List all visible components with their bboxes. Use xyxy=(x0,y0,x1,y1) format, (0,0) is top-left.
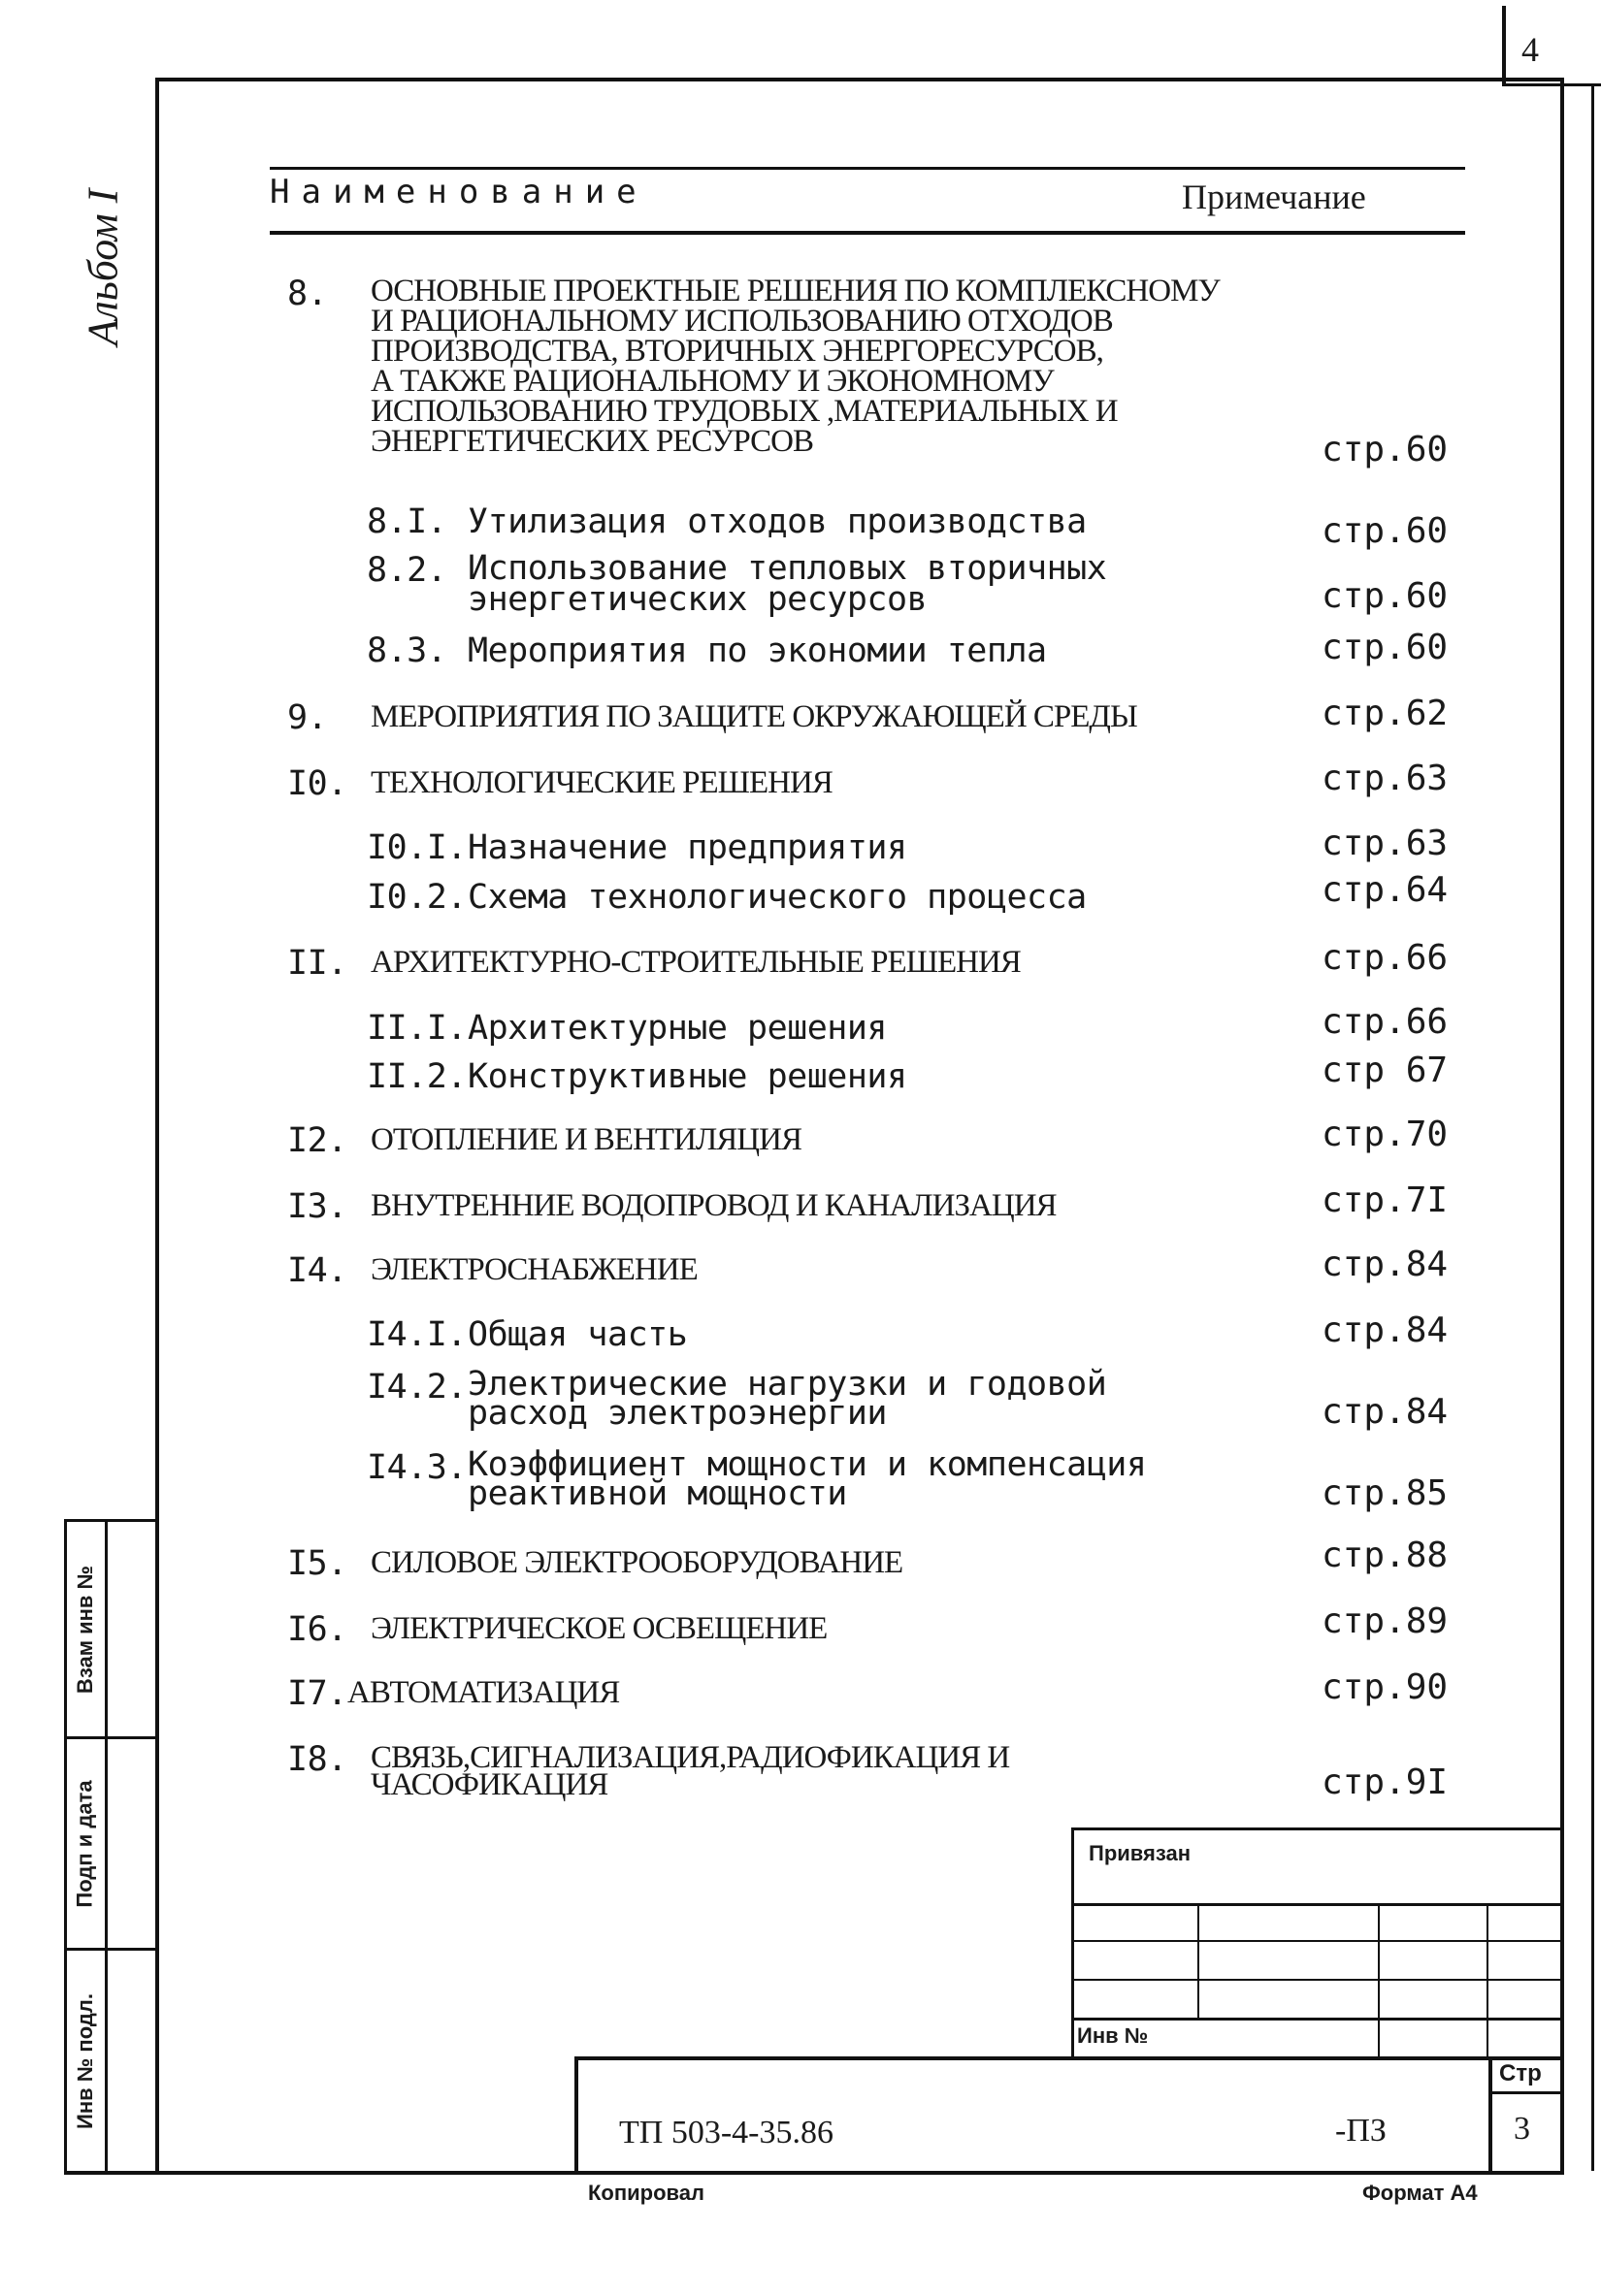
copied-by-label: Копировал xyxy=(588,2181,705,2205)
album-label: Альбом I xyxy=(79,188,127,346)
toc-num: 9. xyxy=(287,698,328,737)
toc-title: Электрические нагрузки и годовой расход электроэнергии xyxy=(468,1365,1107,1433)
toc-title: АВТОМАТИЗАЦИЯ xyxy=(347,1675,620,1710)
tb-left xyxy=(1071,1827,1074,2058)
toc-page: стр.70 xyxy=(1322,1115,1449,1154)
toc-num: I4.3. xyxy=(367,1448,467,1487)
toc-page: стр.85 xyxy=(1322,1473,1449,1513)
toc-title: СВЯЗЬ,СИГНАЛИЗАЦИЯ,РАДИОФИКАЦИЯ И ЧАСОФИКАЦИЯ xyxy=(371,1740,1010,1802)
sheet-number: 3 xyxy=(1514,2111,1530,2147)
tb-code-top xyxy=(574,2056,1562,2060)
toc-page: стр.60 xyxy=(1322,628,1449,667)
toc-num: I0.I. xyxy=(367,828,467,867)
toc-num: 8.3. xyxy=(367,631,447,670)
toc-title: СИЛОВОЕ ЭЛЕКТРООБОРУДОВАНИЕ xyxy=(371,1545,903,1580)
toc-num: I5. xyxy=(287,1544,347,1583)
tb-col-2 xyxy=(1378,1903,1380,2058)
toc-num: I4. xyxy=(287,1251,347,1290)
doc-suffix: -ПЗ xyxy=(1335,2113,1387,2149)
toc-page: стр.84 xyxy=(1322,1392,1449,1432)
toc-title: Коэффициент мощности и компенсация реактивной мощности xyxy=(468,1445,1147,1513)
side-stamp-divider xyxy=(105,1519,108,2175)
toc-num: I4.2. xyxy=(367,1368,467,1407)
toc-page: стр.88 xyxy=(1322,1536,1449,1575)
frame-top xyxy=(155,78,1562,81)
tb-row-4 xyxy=(1071,2018,1562,2021)
toc-page: стр.60 xyxy=(1322,430,1449,469)
frame-right xyxy=(1560,78,1564,2173)
toc-page: стр.89 xyxy=(1322,1601,1449,1641)
page-number-box-bottom xyxy=(1502,83,1601,86)
format-label: Формат А4 xyxy=(1362,2181,1478,2205)
tb-row-3 xyxy=(1071,1979,1562,1981)
side-cell-inv-orig: Инв № подл. xyxy=(73,1992,97,2129)
side-cell-replace-inv: Взам инв № xyxy=(73,1565,98,1694)
toc-num: II. xyxy=(287,944,347,983)
tb-top xyxy=(1071,1827,1562,1830)
toc-title: Мероприятия по экономии тепла xyxy=(468,631,1047,670)
toc-num: 8. xyxy=(287,275,328,313)
toc-title: Общая часть xyxy=(468,1315,688,1354)
tb-row-2 xyxy=(1071,1940,1562,1942)
tb-code-left xyxy=(574,2056,578,2173)
toc-page: стр.84 xyxy=(1322,1245,1449,1284)
toc-title: Конструктивные решения xyxy=(468,1057,907,1096)
toc-title: ВНУТРЕННИЕ ВОДОПРОВОД И КАНАЛИЗАЦИЯ xyxy=(371,1188,1057,1223)
frame-right-outer xyxy=(1591,85,1594,2171)
toc-page: стр.66 xyxy=(1322,938,1449,978)
tb-col-3 xyxy=(1487,1903,1488,2058)
toc-num: I4.I. xyxy=(367,1315,467,1354)
toc-num: II.I. xyxy=(367,1009,467,1048)
tb-row-1 xyxy=(1071,1903,1562,1906)
toc-title: ОСНОВНЫЕ ПРОЕКТНЫЕ РЕШЕНИЯ ПО КОМПЛЕКСНОМУ И РАЦИОНАЛЬНОМУ ИСПОЛЬЗОВАНИЮ ОТХОДОВ ПРОИЗВОДСТВА, ВТОРИЧНЫХ ЭНЕРГОРЕСУРСОВ, А ТАКЖЕ РАЦИОНАЛЬНОМУ И ЭКОНОМНОМУ ИСПОЛЬЗОВАНИЮ ТРУДОВЫХ ,МАТЕРИАЛЬНЫХ И ЭНЕРГЕТИЧЕСКИХ РЕСУРСОВ xyxy=(371,274,1220,459)
toc-num: 8.2. xyxy=(367,551,447,590)
tb-sheet-left xyxy=(1488,2056,1492,2173)
tb-col-1 xyxy=(1197,1903,1199,2018)
frame-left xyxy=(155,78,159,2173)
toc-page: стр.60 xyxy=(1322,511,1449,551)
page-number: 4 xyxy=(1521,30,1539,69)
toc-page: стр.63 xyxy=(1322,759,1449,798)
toc-title: ОТОПЛЕНИЕ И ВЕНТИЛЯЦИЯ xyxy=(371,1122,801,1157)
toc-num: I6. xyxy=(287,1610,347,1649)
toc-num: I0. xyxy=(287,764,347,803)
toc-page: стр.7I xyxy=(1322,1180,1449,1220)
toc-num: I0.2. xyxy=(367,878,467,917)
toc-page: стр.63 xyxy=(1322,824,1449,863)
toc-num: I2. xyxy=(287,1121,347,1160)
toc-num: II.2. xyxy=(367,1057,467,1096)
toc-title: Архитектурные решения xyxy=(468,1009,888,1048)
toc-title: АРХИТЕКТУРНО-СТРОИТЕЛЬНЫЕ РЕШЕНИЯ xyxy=(371,945,1021,980)
toc-title: МЕРОПРИЯТИЯ ПО ЗАЩИТЕ ОКРУЖАЮЩЕЙ СРЕДЫ xyxy=(371,699,1137,734)
column-header-name: Наименование xyxy=(270,173,648,211)
toc-num: I3. xyxy=(287,1187,347,1226)
toc-title: ТЕХНОЛОГИЧЕСКИЕ РЕШЕНИЯ xyxy=(371,765,833,800)
sheet-label: Стр xyxy=(1499,2060,1542,2086)
toc-page: стр.64 xyxy=(1322,870,1449,910)
toc-page: стр.84 xyxy=(1322,1310,1449,1350)
toc-title: Утилизация отходов производства xyxy=(468,502,1087,541)
toc-page: стр.62 xyxy=(1322,694,1449,733)
toc-num: I8. xyxy=(287,1740,347,1779)
header-rule-bottom xyxy=(270,231,1465,235)
toc-page: стр 67 xyxy=(1322,1051,1449,1090)
toc-title: Схема технологического процесса xyxy=(468,878,1087,917)
side-cell-sign-date: Подп и дата xyxy=(73,1779,97,1908)
toc-num: 8.I. xyxy=(367,502,447,541)
toc-title: ЭЛЕКТРИЧЕСКОЕ ОСВЕЩЕНИЕ xyxy=(371,1611,828,1646)
doc-code: ТП 503-4-35.86 xyxy=(619,2115,833,2150)
bound-label: Привязан xyxy=(1089,1841,1192,1865)
toc-title: ЭЛЕКТРОСНАБЖЕНИЕ xyxy=(371,1252,698,1287)
tb-sheet-divider xyxy=(1488,2091,1562,2094)
header-rule-top xyxy=(270,167,1465,170)
toc-num: I7. xyxy=(287,1674,347,1713)
frame-bottom xyxy=(64,2171,1564,2175)
toc-title: Назначение предприятия xyxy=(468,828,907,867)
page-number-box-left xyxy=(1502,6,1506,85)
toc-page: стр.90 xyxy=(1322,1667,1449,1707)
toc-page: стр.60 xyxy=(1322,576,1449,616)
inv-label: Инв № xyxy=(1077,2023,1149,2048)
toc-page: стр.66 xyxy=(1322,1002,1449,1042)
toc-page: стр.9I xyxy=(1322,1762,1449,1802)
column-header-note: Примечание xyxy=(1182,178,1366,216)
toc-title: Использование тепловых вторичных энергетических ресурсов xyxy=(468,549,1107,619)
